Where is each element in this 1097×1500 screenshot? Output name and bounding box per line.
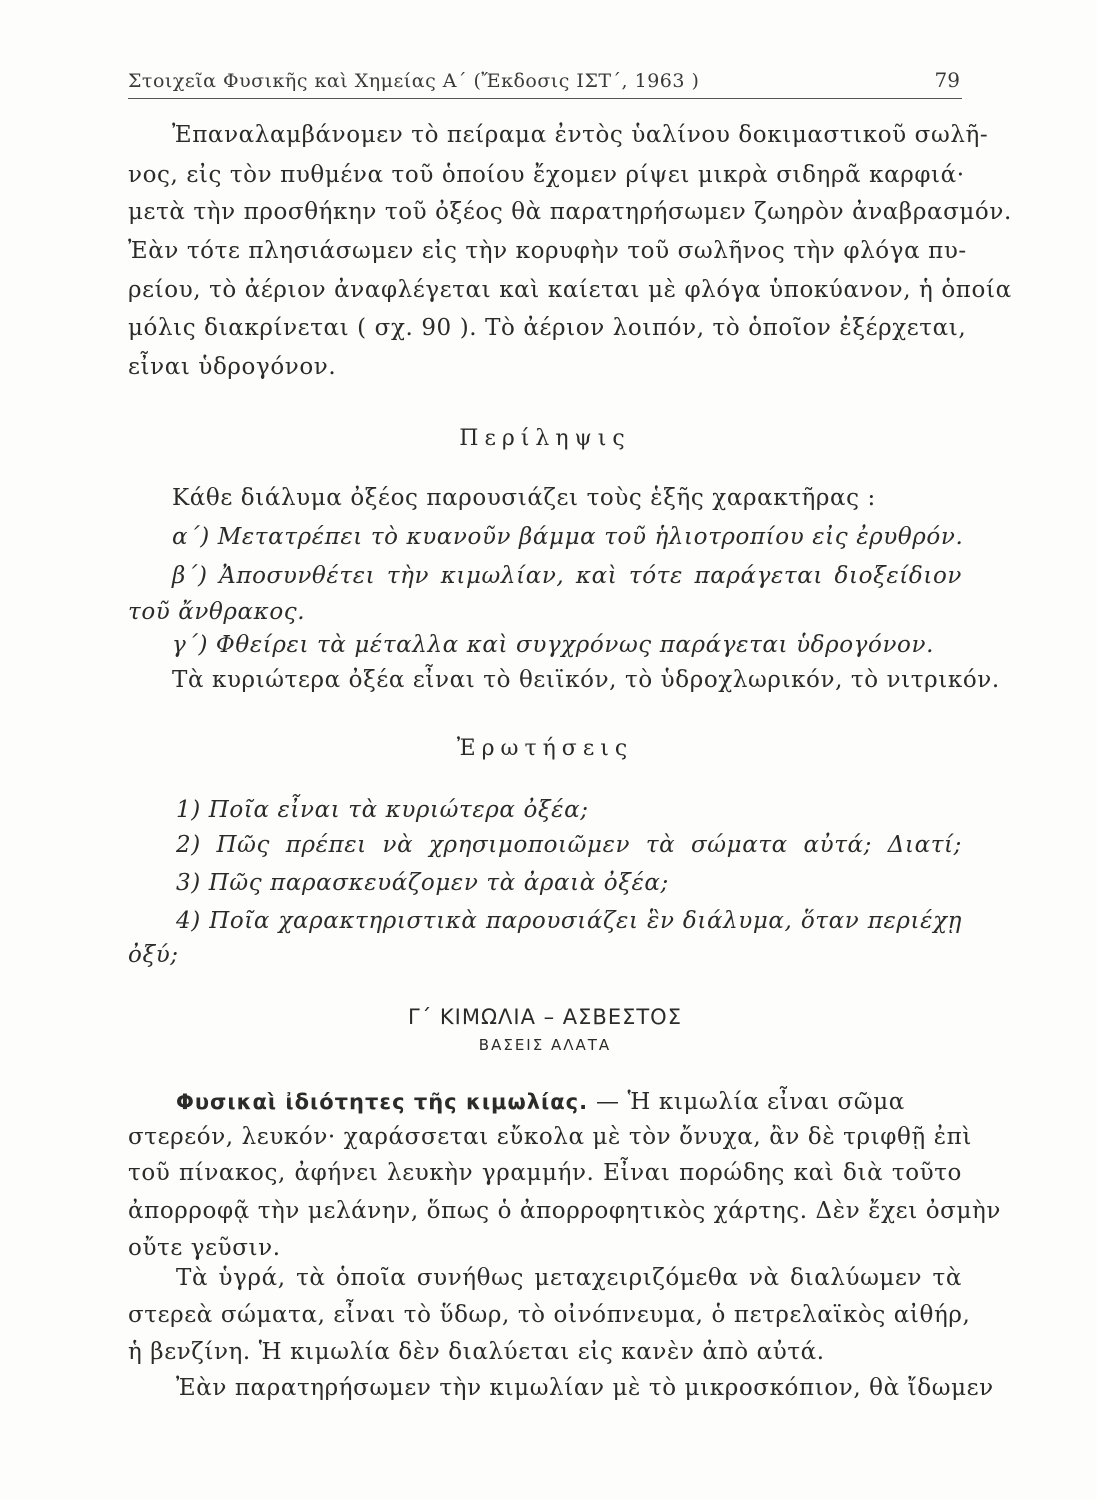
summary-intro: Κάθε διάλυμα ὀξέος παρουσιάζει τοὺς ἑξῆς χαρακτῆρας : <box>172 485 876 511</box>
body-line: τοῦ πίνακος, ἀφήνει λευκὴν γραμμήν. Εἶναι πορώδης καὶ διὰ τοῦτο <box>128 1160 962 1186</box>
section-subtitle: ΒΑΣΕΙΣ ΑΛΑΤΑ <box>478 1036 612 1054</box>
bold-lead: Φυσικαὶ ἰδιότητες τῆς κιμωλίας. <box>176 1090 589 1114</box>
body-lead-line <box>176 1087 905 1117</box>
body-line: στερεὰ σώματα, εἶναι τὸ ὕδωρ, τὸ οἰνόπνευμα, ὁ πετρελαϊκὸς αἰθήρ, <box>128 1302 971 1328</box>
para1-line: ρείου, τὸ ἀέριον ἀναφλέγεται καὶ καίεται μὲ φλόγα ὑποκύανον, ἡ ὁποία <box>128 277 1012 303</box>
body-line: Ἐὰν παρατηρήσωμεν τὴν κιμωλίαν μὲ τὸ μικροσκόπιον, θὰ ἴδωμεν <box>176 1375 994 1401</box>
summary-item: γ΄) Φθείρει τὰ μέταλλα καὶ συγχρόνως παράγεται ὑδρογόνον. <box>172 632 934 658</box>
body-line: ἀπορροφᾷ τὴν μελάνην, ὅπως ὁ ἀπορροφητικὸς χάρτης. Δὲν ἔχει ὀσμὴν <box>128 1198 1001 1224</box>
para1-line: Ἐὰν τότε πλησιάσωμεν εἰς τὴν κορυφὴν τοῦ σωλῆνος τὴν φλόγα πυ- <box>128 238 967 264</box>
para1-line: μετὰ τὴν προσθήκην τοῦ ὀξέος θὰ παρατηρήσωμεν ζωηρὸν ἀναβρασμόν. <box>128 199 1012 225</box>
para1-line: μόλις διακρίνεται ( σχ. 90 ). Τὸ ἀέριον λοιπόν, τὸ ὁποῖον ἐξέρχεται, <box>128 315 967 341</box>
summary-closing: Τὰ κυριώτερα ὀξέα εἶναι τὸ θειϊκόν, τὸ ὑδροχλωρικόν, τὸ νιτρικόν. <box>172 667 1000 693</box>
summary-item-continued: τοῦ ἄνθρακος. <box>128 599 306 625</box>
question-item: 3) Πῶς παρασκευάζομεν τὰ ἀραιὰ ὀξέα; <box>176 870 669 896</box>
question-item: 2) Πῶς πρέπει νὰ χρησιμοποιῶμεν τὰ σώματα αὐτά; Διατί; <box>176 832 962 858</box>
summary-heading: Περίληψις <box>459 426 631 451</box>
para1-line: νος, εἰς τὸν πυθμένα τοῦ ὁποίου ἔχομεν ρίψει μικρὰ σιδηρᾶ καρφιά· <box>128 162 965 188</box>
question-item: 4) Ποῖα χαρακτηριστικὰ παρουσιάζει ἓν διάλυμα, ὅταν περιέχῃ <box>176 908 962 934</box>
section-title: Γ΄ ΚΙΜΩΛΙΑ – ΑΣΒΕΣΤΟΣ <box>408 1005 682 1029</box>
questions-heading: Ἐρωτήσεις <box>456 736 634 761</box>
body-line: οὔτε γεῦσιν. <box>128 1235 281 1261</box>
body-line: ἡ βενζίνη. Ἡ κιμωλία δὲν διαλύεται εἰς κανὲν ἀπὸ αὐτά. <box>128 1339 825 1365</box>
para1-line: εἶναι ὑδρογόνον. <box>128 354 337 380</box>
para1-line: Ἐπαναλαμβάνομεν τὸ πείραμα ἐντὸς ὑαλίνου δοκιμαστικοῦ σωλῆ- <box>172 122 989 148</box>
running-title: Στοιχεῖα Φυσικῆς καὶ Χημείας Α΄ (Ἔκδοσις ΙΣΤ΄, 1963 ) <box>128 70 700 92</box>
lead-rest: — Ἡ κιμωλία εἶναι σῶμα <box>596 1089 905 1115</box>
running-header <box>128 66 962 99</box>
body-line: Τὰ ὑγρά, τὰ ὁποῖα συνήθως μεταχειριζόμεθα νὰ διαλύωμεν τὰ <box>176 1265 962 1291</box>
question-item-continued: ὀξύ; <box>128 942 179 968</box>
summary-item: α΄) Μετατρέπει τὸ κυανοῦν βάμμα τοῦ ἡλιοτροπίου εἰς ἐρυθρόν. <box>172 524 964 550</box>
page-number: 79 <box>934 68 960 92</box>
question-item: 1) Ποῖα εἶναι τὰ κυριώτερα ὀξέα; <box>176 797 589 823</box>
body-line: στερεόν, λευκόν· χαράσσεται εὔκολα μὲ τὸν ὄνυχα, ἂν δὲ τριφθῇ ἐπὶ <box>128 1124 972 1150</box>
summary-item: β΄) Ἀποσυνθέτει τὴν κιμωλίαν, καὶ τότε παράγεται διοξείδιον <box>172 563 962 589</box>
